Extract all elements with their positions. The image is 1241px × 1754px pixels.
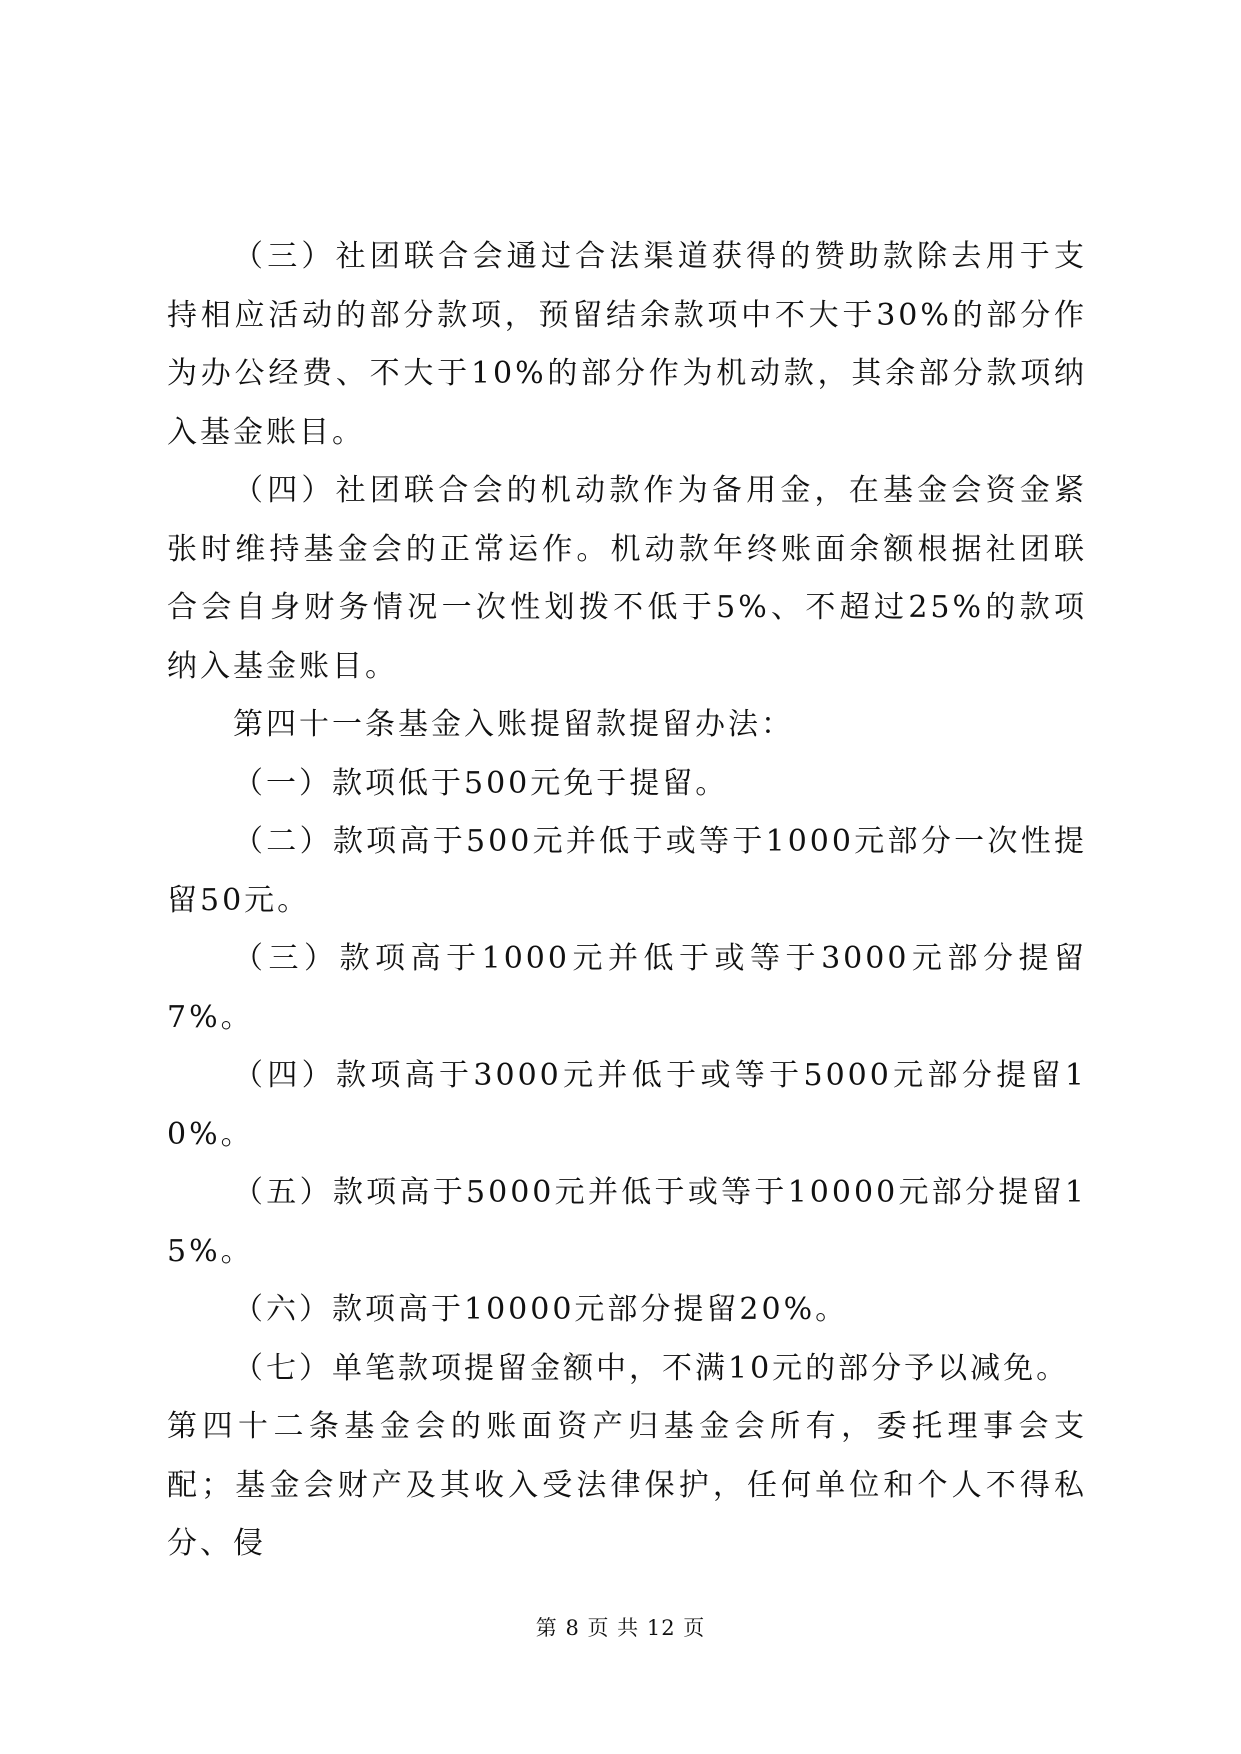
paragraph-4: （四）社团联合会的机动款作为备用金，在基金会资金紧张时维持基金会的正常运作。机动款年终账面余额根据社团联合会自身财务情况一次性划拨不低于5%、不超过25%的款项纳入基金账目。 <box>167 473 1087 684</box>
article-41-item-3: （三）款项高于1000元并低于或等于3000元部分提留7%。 <box>167 941 1087 1035</box>
article-41-item-4: （四）款项高于3000元并低于或等于5000元部分提留10%。 <box>167 1058 1087 1152</box>
article-41-item-7: （七）单笔款项提留金额中，不满10元的部分予以减免。 <box>233 1350 1070 1386</box>
article-41-item-2: （二）款项高于500元并低于或等于1000元部分一次性提留50元。 <box>167 824 1087 918</box>
article-41-item-1: （一）款项低于500元免于提留。 <box>233 765 729 801</box>
page-footer: 第 8 页 共 12 页 <box>535 1616 706 1640</box>
article-41-item-6: （六）款项高于10000元部分提留20%。 <box>233 1292 849 1327</box>
article-41-item-5: （五）款项高于5000元并低于或等于10000元部分提留15%。 <box>167 1175 1087 1269</box>
article-41-heading: 第四十一条基金入账提留款提留办法： <box>233 707 794 742</box>
document-body <box>167 228 1087 1574</box>
paragraph-3: （三）社团联合会通过合法渠道获得的赞助款除去用于支持相应活动的部分款项，预留结余款项中不大于30%的部分作为办公经费、不大于10%的部分作为机动款，其余部分款项纳入基金账目。 <box>167 239 1087 450</box>
article-42: 第四十二条基金会的账面资产归基金会所有，委托理事会支配；基金会财产及其收入受法律保护，任何单位和个人不得私分、侵 <box>167 1409 1087 1561</box>
